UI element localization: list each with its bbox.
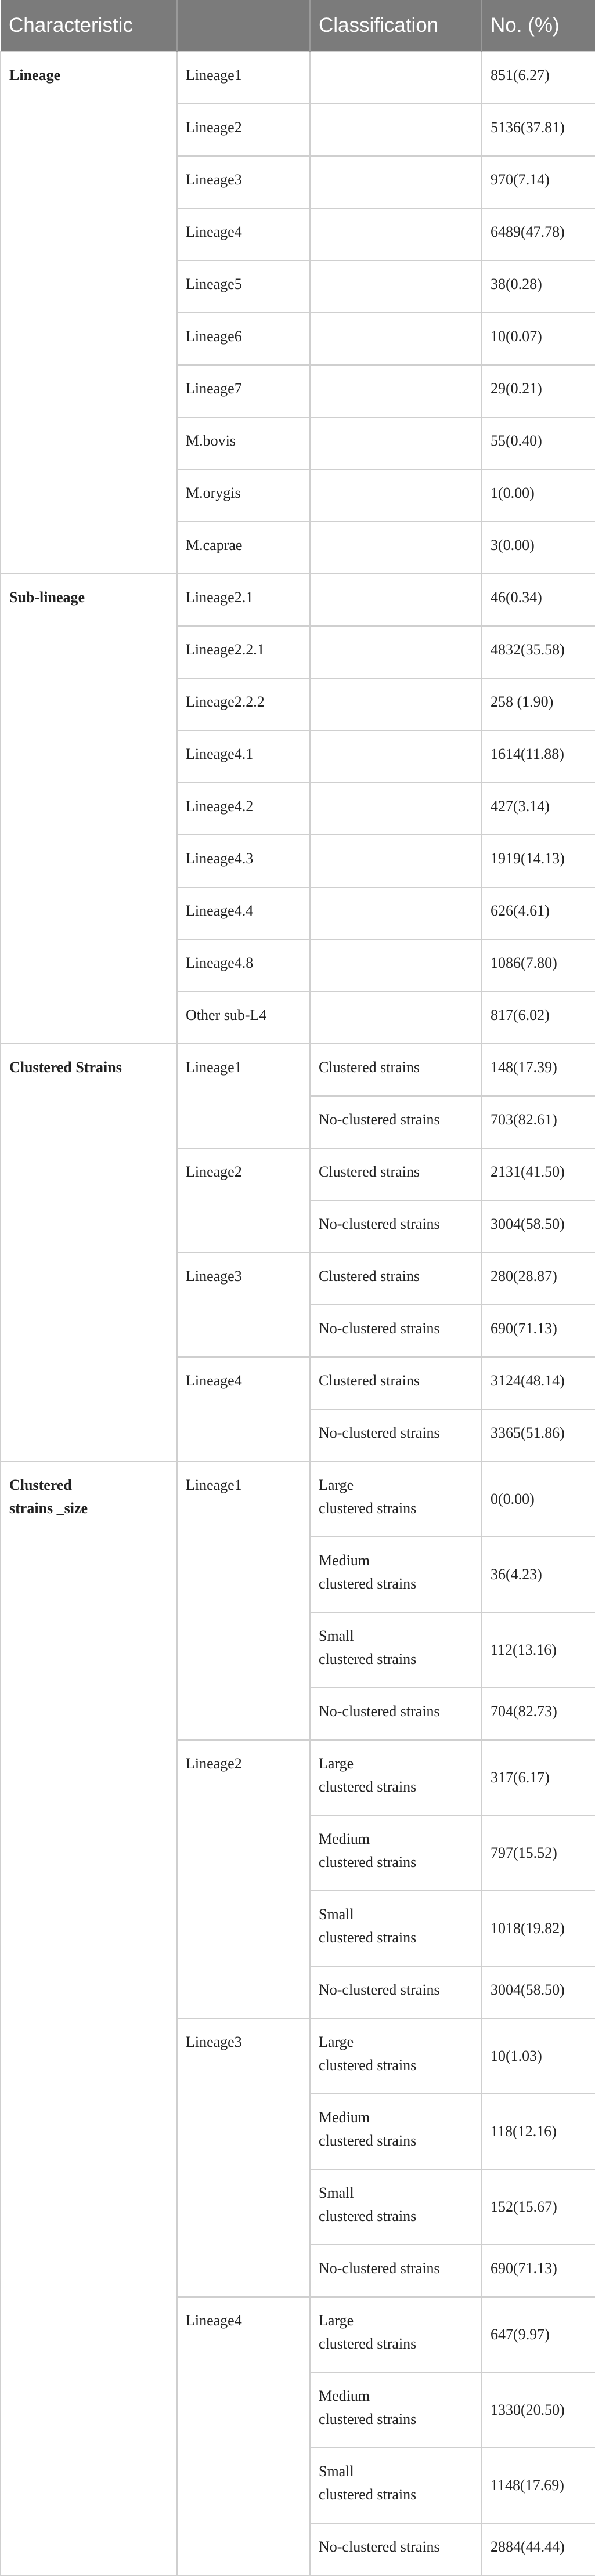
count-cell: 647(9.97) xyxy=(482,2297,595,2372)
classification-cell: No-clustered strains xyxy=(310,1966,482,2018)
lineage-cell: Lineage3 xyxy=(177,2018,310,2297)
class-line2: clustered strains xyxy=(319,2132,417,2149)
subgroup-cell: M.bovis xyxy=(177,417,310,469)
count-cell: 10(0.07) xyxy=(482,313,595,365)
subgroup-cell: Lineage4.4 xyxy=(177,887,310,939)
class-line1: Large xyxy=(319,1755,354,1772)
header-characteristic: Characteristic xyxy=(1,0,177,52)
classification-cell xyxy=(310,730,482,783)
table-row xyxy=(1,1044,595,1096)
count-cell: 1148(17.69) xyxy=(482,2448,595,2523)
class-line1: Medium xyxy=(319,1830,370,1847)
classification-cell xyxy=(310,1815,482,1891)
count-cell: 6489(47.78) xyxy=(482,208,595,261)
class-line1: Medium xyxy=(319,2109,370,2126)
classification-cell xyxy=(310,783,482,835)
classification-cell: No-clustered strains xyxy=(310,1305,482,1357)
count-cell: 1919(14.13) xyxy=(482,835,595,887)
count-cell: 704(82.73) xyxy=(482,1688,595,1740)
classification-cell xyxy=(310,522,482,574)
subgroup-cell: M.caprae xyxy=(177,522,310,574)
classification-cell: No-clustered strains xyxy=(310,1688,482,1740)
count-cell: 1330(20.50) xyxy=(482,2372,595,2448)
classification-cell: No-clustered strains xyxy=(310,1096,482,1148)
group-label-clustered: Clustered Strains xyxy=(1,1044,177,1461)
classification-cell xyxy=(310,104,482,156)
classification-cell xyxy=(310,1612,482,1688)
count-cell: 1(0.00) xyxy=(482,469,595,522)
classification-cell: No-clustered strains xyxy=(310,1409,482,1461)
classification-cell xyxy=(310,2169,482,2245)
class-line2: clustered strains xyxy=(319,2208,417,2224)
table-row xyxy=(1,574,595,626)
classification-cell: Clustered strains xyxy=(310,1148,482,1200)
count-cell: 2131(41.50) xyxy=(482,1148,595,1200)
count-cell: 3(0.00) xyxy=(482,522,595,574)
subgroup-cell: Lineage4.3 xyxy=(177,835,310,887)
class-line1: Large xyxy=(319,2312,354,2329)
class-line2: clustered strains xyxy=(319,1500,417,1517)
count-cell: 46(0.34) xyxy=(482,574,595,626)
classification-cell: Clustered strains xyxy=(310,1253,482,1305)
group-label-lineage: Lineage xyxy=(1,52,177,574)
class-line2: clustered strains xyxy=(319,1929,417,1946)
subgroup-cell: Lineage4 xyxy=(177,208,310,261)
class-line1: Small xyxy=(319,1906,354,1923)
classification-cell xyxy=(310,313,482,365)
subgroup-cell: Lineage6 xyxy=(177,313,310,365)
classification-cell: Clustered strains xyxy=(310,1044,482,1096)
class-line2: clustered strains xyxy=(319,1651,417,1667)
count-cell: 55(0.40) xyxy=(482,417,595,469)
count-cell: 29(0.21) xyxy=(482,365,595,417)
class-line1: Large xyxy=(319,1477,354,1493)
class-line1: Small xyxy=(319,2184,354,2201)
classification-cell xyxy=(310,939,482,992)
group-label-size-line2: strains _size xyxy=(9,1500,88,1517)
count-cell: 280(28.87) xyxy=(482,1253,595,1305)
subgroup-cell: Lineage4.1 xyxy=(177,730,310,783)
classification-cell xyxy=(310,2297,482,2372)
classification-cell xyxy=(310,2372,482,2448)
count-cell: 3004(58.50) xyxy=(482,1200,595,1253)
class-line2: clustered strains xyxy=(319,1778,417,1795)
class-line2: clustered strains xyxy=(319,2486,417,2503)
count-cell: 3124(48.14) xyxy=(482,1357,595,1409)
count-cell: 10(1.03) xyxy=(482,2018,595,2094)
classification-cell xyxy=(310,887,482,939)
subgroup-cell: Other sub-L4 xyxy=(177,992,310,1044)
count-cell: 4832(35.58) xyxy=(482,626,595,678)
subgroup-cell: Lineage7 xyxy=(177,365,310,417)
header-subgroup xyxy=(177,0,310,52)
classification-cell xyxy=(310,1891,482,1966)
subgroup-cell: Lineage2.2.2 xyxy=(177,678,310,730)
lineage-cell: Lineage4 xyxy=(177,2297,310,2575)
count-cell: 690(71.13) xyxy=(482,2245,595,2297)
group-label-size xyxy=(1,1461,177,2575)
count-cell: 1614(11.88) xyxy=(482,730,595,783)
class-line2: clustered strains xyxy=(319,1854,417,1871)
count-cell: 690(71.13) xyxy=(482,1305,595,1357)
classification-cell xyxy=(310,1537,482,1612)
class-line1: Small xyxy=(319,1627,354,1644)
count-cell: 317(6.17) xyxy=(482,1740,595,1815)
classification-cell xyxy=(310,1740,482,1815)
classification-cell xyxy=(310,52,482,104)
lineage-cell: Lineage1 xyxy=(177,1044,310,1148)
count-cell: 36(4.23) xyxy=(482,1537,595,1612)
count-cell: 1018(19.82) xyxy=(482,1891,595,1966)
subgroup-cell: Lineage5 xyxy=(177,261,310,313)
count-cell: 258 (1.90) xyxy=(482,678,595,730)
classification-cell: No-clustered strains xyxy=(310,2245,482,2297)
group-label-sublineage: Sub-lineage xyxy=(1,574,177,1044)
count-cell: 703(82.61) xyxy=(482,1096,595,1148)
classification-cell xyxy=(310,156,482,208)
count-cell: 626(4.61) xyxy=(482,887,595,939)
count-cell: 851(6.27) xyxy=(482,52,595,104)
table-row xyxy=(1,52,595,104)
header-row xyxy=(1,0,595,52)
class-line2: clustered strains xyxy=(319,2411,417,2427)
lineage-cell: Lineage1 xyxy=(177,1461,310,1740)
classification-cell xyxy=(310,835,482,887)
count-cell: 5136(37.81) xyxy=(482,104,595,156)
count-cell: 797(15.52) xyxy=(482,1815,595,1891)
count-cell: 3365(51.86) xyxy=(482,1409,595,1461)
subgroup-cell: M.orygis xyxy=(177,469,310,522)
classification-cell xyxy=(310,261,482,313)
count-cell: 1086(7.80) xyxy=(482,939,595,992)
classification-cell: No-clustered strains xyxy=(310,2523,482,2575)
subgroup-cell: Lineage4.2 xyxy=(177,783,310,835)
classification-cell xyxy=(310,992,482,1044)
count-cell: 3004(58.50) xyxy=(482,1966,595,2018)
class-line2: clustered strains xyxy=(319,1575,417,1592)
classification-cell xyxy=(310,678,482,730)
classification-cell: No-clustered strains xyxy=(310,1200,482,1253)
subgroup-cell: Lineage2 xyxy=(177,104,310,156)
lineage-cell: Lineage3 xyxy=(177,1253,310,1357)
class-line1: Large xyxy=(319,2034,354,2050)
classification-cell xyxy=(310,365,482,417)
classification-cell xyxy=(310,2448,482,2523)
classification-cell xyxy=(310,469,482,522)
count-cell: 427(3.14) xyxy=(482,783,595,835)
class-line2: clustered strains xyxy=(319,2057,417,2074)
class-line2: clustered strains xyxy=(319,2335,417,2352)
class-line1: Medium xyxy=(319,1552,370,1569)
header-classification: Classification xyxy=(310,0,482,52)
subgroup-cell: Lineage2.2.1 xyxy=(177,626,310,678)
count-cell: 0(0.00) xyxy=(482,1461,595,1537)
class-line1: Medium xyxy=(319,2387,370,2404)
subgroup-cell: Lineage3 xyxy=(177,156,310,208)
classification-cell: Clustered strains xyxy=(310,1357,482,1409)
lineage-cell: Lineage2 xyxy=(177,1148,310,1253)
count-cell: 817(6.02) xyxy=(482,992,595,1044)
table-row xyxy=(1,1461,595,1537)
classification-cell xyxy=(310,2018,482,2094)
group-label-size-line1: Clustered xyxy=(9,1477,72,1493)
subgroup-cell: Lineage1 xyxy=(177,52,310,104)
classification-cell xyxy=(310,574,482,626)
count-cell: 148(17.39) xyxy=(482,1044,595,1096)
count-cell: 112(13.16) xyxy=(482,1612,595,1688)
subgroup-cell: Lineage2.1 xyxy=(177,574,310,626)
classification-cell xyxy=(310,208,482,261)
classification-cell xyxy=(310,2094,482,2169)
classification-cell xyxy=(310,1461,482,1537)
class-line1: Small xyxy=(319,2463,354,2480)
count-cell: 118(12.16) xyxy=(482,2094,595,2169)
classification-cell xyxy=(310,626,482,678)
lineage-cell: Lineage4 xyxy=(177,1357,310,1461)
subgroup-cell: Lineage4.8 xyxy=(177,939,310,992)
classification-cell xyxy=(310,417,482,469)
header-count: No. (%) xyxy=(482,0,595,52)
count-cell: 970(7.14) xyxy=(482,156,595,208)
lineage-cell: Lineage2 xyxy=(177,1740,310,2018)
count-cell: 38(0.28) xyxy=(482,261,595,313)
count-cell: 152(15.67) xyxy=(482,2169,595,2245)
count-cell: 2884(44.44) xyxy=(482,2523,595,2575)
